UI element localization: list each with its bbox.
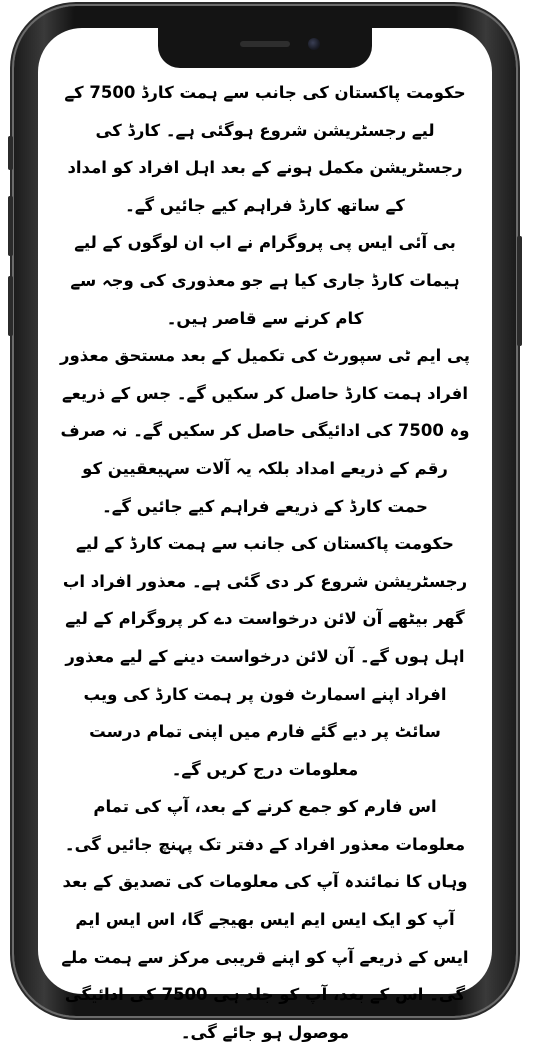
phone-frame — [14, 6, 516, 1042]
paragraph-pmt-support: پی ایم ٹی سپورٹ کی تکمیل کے بعد مستحق معذور افراد ہمت کارڈ حاصل کر سکیں گے۔ جس کے ذریعے وہ 7500 کی ادائیگی حاصل کر سکیں گے۔ نہ صرف رقم کے ذریعے امداد بلکہ یہ آلات سہیعقیین کو حمت کارڈ کے ذریعے فراہم کیے جائیں گے۔ — [60, 346, 470, 516]
power-button — [517, 236, 522, 346]
article-body — [60, 74, 470, 1051]
phone-screen — [38, 28, 492, 1042]
paragraph-online-application: حکومت پاکستان کی جانب سے ہمت کارڈ کے لیے رجسٹریشن شروع کر دی گئی ہے۔ معذور افراد اب گھر بیٹھے آن لائن درخواست دے کر پروگرام کے لیے اہل ہوں گے۔ آن لائن درخواست دینے کے لیے معذور افراد اپنے اسمارٹ فون پر ہمت کارڈ کی ویب سائٹ پر دیے گئے فارم میں اپنی تمام درست معلومات درج کریں گے۔ — [62, 534, 468, 779]
notch — [158, 28, 372, 68]
paragraph-bisp-card: بی آئی ایس پی پروگرام نے اب ان لوگوں کے لیے ہیمات کارڈ جاری کیا ہے جو معذوری کی وجہ سے کام کرنے سے قاصر ہیں۔ — [70, 233, 460, 328]
paragraph-verification-sms: اس فارم کو جمع کرنے کے بعد، آپ کی تمام معلومات معذور افراد کے دفتر تک پہنچ جائیں گی۔ وہاں کا نمائندہ آپ کی معلومات کی تصدیق کے بعد آپ کو ایک ایس ایم ایس بھیجے گا، اس ایس ایم ایس کے ذریعے آپ کو اپنے قریبی مرکز سے ہمت ملے گی۔ اس کے بعد، آپ کو جلد ہی 7500 کی ادائیگی موصول ہو جائے گی۔ — [61, 797, 469, 1042]
paragraph-registration-start: حکومت پاکستان کی جانب سے ہمت کارڈ 7500 کے لیے رجسٹریشن شروع ہوگئی ہے۔ کارڈ کی رجسٹریشن مکمل ہونے کے بعد اہل افراد کو امداد کے ساتھ کارڈ فراہم کیے جائیں گے۔ — [64, 83, 466, 215]
volume-down-button — [8, 276, 13, 336]
volume-up-button — [8, 196, 13, 256]
mute-switch — [8, 136, 13, 170]
speaker-grille-icon — [240, 41, 290, 47]
front-camera-icon — [308, 38, 320, 50]
